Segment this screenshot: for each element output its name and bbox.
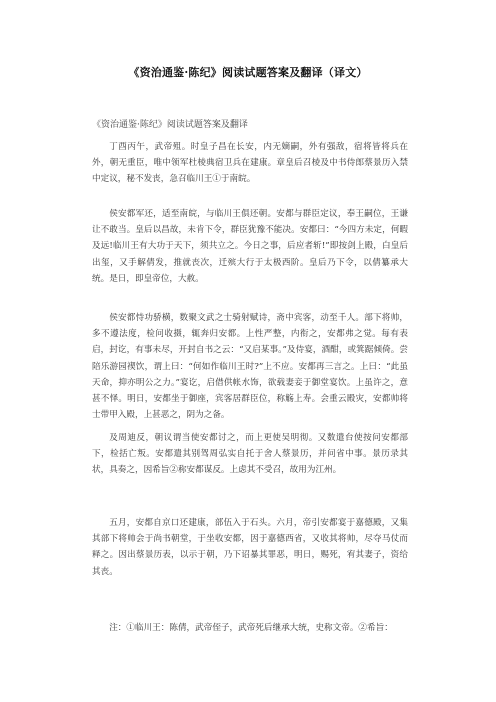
document-subtitle: 《资治通鉴·陈纪》阅读试题答案及翻译 xyxy=(92,120,248,130)
document-title: 《资治通鉴·陈纪》阅读试题答案及翻译（译文） xyxy=(128,66,368,79)
paragraph-1: 丁酉丙午，武帝殂。时皇子昌在长安，内无嫡嗣，外有强敌，宿将皆将兵在外，朝无重臣，唯中领军杜棱典宿卫兵在建康。章皇后召棱及中书侍郎蔡景历入禁中定议，秘不发丧，急召临川王①于南皖。 xyxy=(92,142,408,185)
paragraph-2: 侯安都军还，适至南皖，与临川王俱还朝。安都与群臣定议，奉王嗣位，王谦让不敢当。皇后以昌故，未肯下令，群臣犹豫不能决。安都曰：“今四方未定，何暇及远!临川王有大功于天下，须共立之。今日之事，后应者斩!”即按剑上殿，白皇后出玺，又手解倩发，推就丧次，迁殡大行于太极西阶。皇后乃下令，以倩纂承大统。是日，即皇帝位，大赦。 xyxy=(92,209,408,284)
paragraph-4: 及周迪反，朝议谓当使安都讨之，而上更使吴明彻。又数遣台使按问安都部下，检括亡叛。安都遣其别驾周弘实自托于舍人蔡景历，并问省中事。景历录其状，具奏之，因希旨②称安都谋反。上虑其不受召，故用为江州。 xyxy=(92,433,408,476)
footnote: 注：①临川王：陈倩，武帝侄子，武帝死后继承大统，史称文帝。②希旨： xyxy=(109,623,393,633)
paragraph-3: 侯安都恃功骄横，数聚文武之士骑射赋诗，斋中宾客，动至千人。部下将帅，多不遵法度，检问收摄，辄奔归安都。上性严整，内衔之，安都弗之觉。每有表启，封讫，有事未尽，开封自书之云：“又启某事。”及侍宴，酒酣，或箕踞倾倚。尝陪乐游园禊饮，谓上曰：“何如作临川王时?”上不应。安都再三言之。上曰：“此虽天命，抑亦明公之力。”宴讫，启借供帐水饰，欲载妻妾于御堂宴饮。上虽许之，意甚不怿。明日，安都坐于御座，宾客居群臣位，称觞上寿。会重云殿灾，安都帅将士带甲入殿，上甚恶之，阴为之备。 xyxy=(92,313,408,421)
paragraph-5: 五月，安都自京口还建康，部伍入于石头。六月，帝引安都宴于嘉德殿，又集其部下将帅会于尚书朝堂，于坐收安都，因于嘉德西省，又收其将帅，尽夺马仗而释之。因出蔡景历表，以示于朝，乃下诏暴其罪恶，明日，赐死，宥其妻子，资给其丧。 xyxy=(92,518,408,577)
